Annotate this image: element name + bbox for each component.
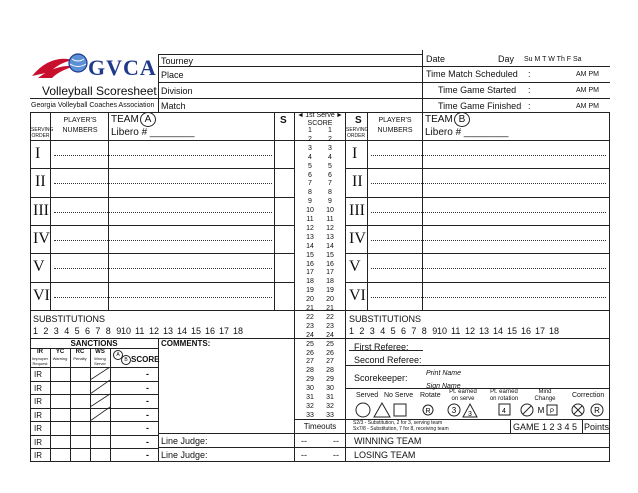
sub-right-3[interactable]: 3 [369, 326, 375, 336]
legend-note-1: S2/3 - Substitution, 2 for 3, serving team [353, 420, 443, 426]
gvca-logo [30, 50, 158, 82]
sub-right-13[interactable]: 13 [479, 326, 490, 336]
ampm-1: AM PM [576, 71, 599, 78]
losing-team-label: LOSING TEAM [354, 450, 416, 460]
sub-left-12[interactable]: 12 [149, 326, 160, 336]
division-label: Division [161, 86, 193, 96]
game-label: GAME 1 2 3 4 5 [513, 422, 578, 432]
sanction-score-dash[interactable]: - [146, 382, 149, 393]
sub-left-17[interactable]: 17 [219, 326, 230, 336]
print-name-label: Print Name [426, 370, 462, 377]
day-label: Day [498, 54, 515, 64]
player-line-left[interactable] [54, 240, 272, 241]
scorekeeper-label: Scorekeeper: [354, 373, 408, 383]
sub-left-18[interactable]: 18 [233, 326, 244, 336]
s-left: S [280, 115, 287, 126]
sub-right-10[interactable]: 10 [437, 326, 448, 336]
score-right-15[interactable]: 15 [326, 251, 334, 259]
legend-no-serve: No Serve [384, 392, 414, 399]
legend-mind-change: Mind Change [534, 389, 556, 402]
score-left-3[interactable]: 3 [308, 144, 312, 152]
score-left-19[interactable]: 19 [306, 287, 314, 295]
no-serve-triangle-icon [374, 403, 390, 417]
score-left-13[interactable]: 13 [306, 233, 314, 241]
score-left-26[interactable]: 26 [306, 349, 314, 357]
score-left-17[interactable]: 17 [306, 269, 314, 277]
score-right-29[interactable]: 29 [326, 376, 334, 384]
sub-right-7[interactable]: 7 [411, 326, 417, 336]
timeout-dash-4: -- [333, 450, 339, 460]
roman-left-4: IV [33, 229, 50, 247]
sub-left-15[interactable]: 15 [191, 326, 202, 336]
sub-right-18[interactable]: 18 [549, 326, 560, 336]
score-right-7[interactable]: 7 [328, 180, 332, 188]
player-line-right[interactable] [371, 155, 606, 156]
sanction-row-ir: IR [34, 424, 42, 433]
roman-left-3: III [33, 201, 49, 219]
team-b-letter: B [454, 112, 470, 127]
winning-team-label: WINNING TEAM [354, 436, 422, 446]
line-judge-1: Line Judge: [161, 436, 208, 446]
score-right-14[interactable]: 14 [326, 242, 334, 250]
sub-left-3[interactable]: 3 [53, 326, 59, 336]
sanction-row-ir: IR [34, 383, 42, 393]
sanction-score-dash[interactable]: - [146, 423, 149, 433]
team-a-label: TEAM [111, 114, 139, 125]
score-right-31[interactable]: 31 [326, 394, 334, 401]
player-line-right[interactable] [371, 240, 606, 241]
player-line-right[interactable] [371, 297, 606, 298]
arrow-right-icon: ► [336, 112, 343, 119]
score-left-22[interactable]: 22 [306, 313, 314, 321]
score-right-5[interactable]: 5 [328, 162, 332, 170]
score-right-21[interactable]: 21 [326, 305, 334, 312]
score-right-27[interactable]: 27 [326, 358, 334, 366]
score-right-11[interactable]: 11 [326, 216, 334, 223]
score-right-20[interactable]: 20 [326, 296, 334, 304]
first-serve-label: 1st Serve [305, 112, 335, 119]
association-name: Georgia Volleyball Coaches Association [31, 102, 155, 109]
roman-right-1: I [352, 145, 358, 162]
sanction-score-dash[interactable]: - [146, 409, 149, 420]
player-line-left[interactable] [54, 212, 272, 213]
roman-left-2: II [35, 173, 46, 191]
sanction-col-desc: Warning [52, 356, 68, 361]
time-started-label: Time Game Started [438, 85, 517, 95]
score-left-31[interactable]: 31 [306, 394, 314, 401]
player-numbers-right: PLAYER'S NUMBERS [377, 117, 413, 134]
roman-left-6: VI [33, 286, 50, 304]
legend-pt-serve: Pt. earned on serve [449, 389, 477, 402]
sub-left-9[interactable]: 9 [116, 326, 122, 336]
sub-right-14[interactable]: 14 [493, 326, 504, 336]
score-right-32[interactable]: 32 [326, 402, 334, 410]
svg-text:3: 3 [451, 406, 457, 415]
score-left-15[interactable]: 15 [306, 251, 314, 259]
sanction-col-desc: Improper Request [31, 356, 48, 366]
serving-order-left: SERVING ORDER [31, 127, 54, 139]
score-right-19[interactable]: 19 [326, 287, 334, 295]
logo-text: GVCA [88, 55, 157, 80]
sanctions-title: SANCTIONS [70, 339, 118, 348]
time-finished-label: Time Game Finished [438, 101, 522, 111]
score-right-25[interactable]: 25 [326, 340, 334, 348]
sub-right-1[interactable]: 1 [349, 326, 355, 336]
sanction-score-dash[interactable]: - [146, 450, 149, 460]
score-left-1[interactable]: 1 [308, 127, 312, 134]
score-right-10[interactable]: 10 [326, 207, 334, 215]
timeout-dash-1: -- [301, 436, 307, 446]
match-label: Match [161, 101, 186, 111]
roman-right-4: IV [349, 229, 366, 247]
sanction-row-ir: IR [34, 397, 42, 406]
comments-label: COMMENTS: [161, 339, 211, 348]
sub-right-8[interactable]: 8 [421, 326, 427, 336]
arrow-left-icon: ◄ [297, 112, 304, 119]
score-right-3[interactable]: 3 [328, 144, 332, 152]
score-right-8[interactable]: 8 [328, 189, 332, 197]
score-right-1[interactable]: 1 [328, 127, 332, 134]
sign-name-label: Sign Name [426, 383, 461, 390]
legend-correction: Correction [572, 392, 605, 399]
score-left-29[interactable]: 29 [306, 376, 314, 384]
svg-text:P: P [549, 409, 555, 415]
score-right-13[interactable]: 13 [326, 233, 334, 241]
score-left-25[interactable]: 25 [306, 340, 314, 348]
colon-2: : [528, 85, 531, 95]
score-left-16[interactable]: 16 [306, 260, 314, 268]
sanction-score-dash[interactable]: - [146, 396, 149, 406]
sanction-row-ir: IR [34, 410, 42, 420]
sub-left-16[interactable]: 16 [205, 326, 216, 336]
score-left-14[interactable]: 14 [306, 242, 314, 250]
score-left-18[interactable]: 18 [306, 278, 314, 286]
sanction-row-ir: IR [34, 437, 42, 447]
s-right: S [355, 115, 362, 126]
score-right-28[interactable]: 28 [326, 367, 334, 375]
score-right-17[interactable]: 17 [326, 269, 334, 277]
player-line-right[interactable] [371, 268, 606, 269]
sanction-row-ir: IR [34, 370, 42, 379]
score-label: SCORE [307, 120, 333, 127]
sub-left-7[interactable]: 7 [95, 326, 101, 336]
player-numbers-left: PLAYER'S NUMBERS [62, 117, 98, 134]
ampm-3: AM PM [576, 103, 599, 110]
rc-circle-icon: A [113, 350, 123, 360]
served-circle-icon [356, 403, 370, 417]
player-line-left[interactable] [54, 155, 272, 156]
timeouts-label: Timeouts [303, 422, 337, 431]
svg-text:3: 3 [468, 411, 472, 418]
roman-right-5: V [349, 258, 361, 276]
place-label: Place [161, 70, 184, 80]
player-line-left[interactable] [54, 183, 272, 184]
score-left-28[interactable]: 28 [306, 367, 314, 375]
score-right-33[interactable]: 33 [326, 411, 334, 419]
sub-right-15[interactable]: 15 [507, 326, 518, 336]
sub-left-13[interactable]: 13 [163, 326, 174, 336]
substitutions-left-label: SUBSTITUTIONS [33, 314, 106, 324]
score-left-8[interactable]: 8 [308, 189, 312, 197]
score-right-23[interactable]: 23 [326, 322, 334, 330]
sub-right-9[interactable]: 9 [432, 326, 438, 336]
svg-text:R: R [594, 406, 600, 415]
sub-left-14[interactable]: 14 [177, 326, 188, 336]
sub-right-12[interactable]: 12 [465, 326, 476, 336]
roman-right-2: II [352, 173, 363, 191]
score-left-30[interactable]: 30 [306, 385, 314, 393]
sub-right-11[interactable]: 11 [451, 326, 461, 336]
score-left-32[interactable]: 32 [306, 402, 314, 410]
scoresheet-title: Volleyball Scoresheet [42, 84, 157, 98]
legend-served: Served [356, 392, 379, 399]
score-left-24[interactable]: 24 [306, 331, 314, 339]
score-right-22[interactable]: 22 [326, 313, 334, 321]
serving-order-right: SERVING ORDER [346, 127, 369, 139]
score-left-6[interactable]: 6 [308, 171, 312, 179]
time-scheduled-label: Time Match Scheduled [426, 69, 518, 79]
score-left-23[interactable]: 23 [306, 322, 314, 330]
substitutions-right-label: SUBSTITUTIONS [349, 314, 422, 324]
roman-left-1: I [35, 145, 41, 162]
days-of-week: Su M T W Th F Sa [524, 56, 582, 63]
sub-left-8[interactable]: 8 [105, 326, 111, 336]
sanctions-score-label: SCORE [131, 355, 160, 364]
roman-left-5: V [33, 258, 45, 276]
points-label: Points [584, 422, 610, 432]
score-left-7[interactable]: 7 [308, 180, 312, 188]
score-right-2[interactable]: 2 [328, 135, 332, 143]
score-left-27[interactable]: 27 [306, 358, 314, 366]
sanction-score-dash[interactable]: - [146, 436, 149, 447]
score-left-20[interactable]: 20 [306, 296, 314, 304]
ampm-2: AM PM [576, 87, 599, 94]
sub-right-16[interactable]: 16 [521, 326, 532, 336]
sub-left-5[interactable]: 5 [74, 326, 80, 336]
score-right-12[interactable]: 12 [326, 224, 334, 232]
sanction-col-ws: WS [95, 349, 105, 355]
sub-right-17[interactable]: 17 [535, 326, 546, 336]
roman-right-3: III [349, 201, 365, 219]
sub-left-10[interactable]: 10 [121, 326, 132, 336]
legend-pt-rotation: Pt. earned on rotation [489, 389, 519, 402]
score-right-30[interactable]: 30 [326, 385, 334, 393]
player-line-right[interactable] [371, 183, 606, 184]
score-right-24[interactable]: 24 [326, 331, 334, 339]
score-left-9[interactable]: 9 [308, 198, 312, 206]
timeout-dash-2: -- [333, 436, 339, 446]
sub-right-5[interactable]: 5 [390, 326, 396, 336]
score-left-33[interactable]: 33 [306, 411, 314, 419]
colon-3: : [528, 101, 531, 111]
player-line-right[interactable] [371, 212, 606, 213]
legend-note-2: Sx7/8 - Substitution, 7 for 8, receiving team [353, 426, 449, 432]
score-right-16[interactable]: 16 [326, 260, 334, 268]
team-a-letter: A [140, 112, 156, 127]
rc-circle-icon-2: B [121, 355, 131, 365]
svg-text:4: 4 [502, 408, 506, 415]
sanction-col-desc: Penalty [73, 356, 87, 361]
legend-symbols [346, 401, 608, 419]
score-right-26[interactable]: 26 [326, 349, 334, 357]
score-left-12[interactable]: 12 [306, 224, 314, 232]
score-right-4[interactable]: 4 [328, 153, 332, 161]
player-line-left[interactable] [54, 297, 272, 298]
player-line-left[interactable] [54, 268, 272, 269]
sub-left-4[interactable]: 4 [64, 326, 70, 336]
sanctions-diagonals [90, 367, 110, 461]
team-b-label: TEAM [425, 114, 453, 125]
sanction-col-ir: IR [37, 349, 43, 355]
score-left-21[interactable]: 21 [306, 305, 314, 312]
colon-1: : [528, 69, 531, 79]
date-label: Date [426, 54, 446, 64]
score-left-11[interactable]: 11 [306, 216, 314, 223]
sub-left-6[interactable]: 6 [85, 326, 91, 336]
sanction-col-rc: RC [75, 349, 85, 355]
sanction-col-desc: Wrong Server [94, 356, 106, 366]
svg-text:M: M [537, 406, 545, 415]
sanction-row-ir: IR [34, 451, 42, 460]
score-left-4[interactable]: 4 [308, 153, 312, 161]
first-referee-label: First Referee: [354, 342, 409, 352]
timeout-dash-3: -- [301, 450, 307, 460]
libero-right: Libero # ________ [425, 127, 509, 138]
score-left-2[interactable]: 2 [308, 135, 312, 143]
tourney-label: Tourney [161, 56, 194, 66]
sub-left-1[interactable]: 1 [33, 326, 39, 336]
roman-right-6: VI [349, 286, 366, 304]
sanction-col-yc: YC [55, 349, 65, 355]
sub-left-11[interactable]: 11 [135, 326, 145, 336]
libero-left: Libero # ________ [111, 127, 195, 138]
sub-left-2[interactable]: 2 [43, 326, 49, 336]
rotate-square-icon [394, 404, 406, 416]
score-left-5[interactable]: 5 [308, 162, 312, 170]
sub-right-2[interactable]: 2 [359, 326, 365, 336]
legend-rotate: Rotate [420, 392, 441, 399]
sanction-score-dash[interactable]: - [146, 369, 149, 379]
score-right-6[interactable]: 6 [328, 171, 332, 179]
sub-right-6[interactable]: 6 [401, 326, 407, 336]
second-referee-label: Second Referee: [354, 355, 422, 365]
score-right-9[interactable]: 9 [328, 198, 332, 206]
sub-right-4[interactable]: 4 [380, 326, 386, 336]
score-right-18[interactable]: 18 [326, 278, 334, 286]
svg-text:R: R [425, 408, 431, 415]
score-left-10[interactable]: 10 [306, 207, 314, 215]
line-judge-2: Line Judge: [161, 450, 208, 460]
